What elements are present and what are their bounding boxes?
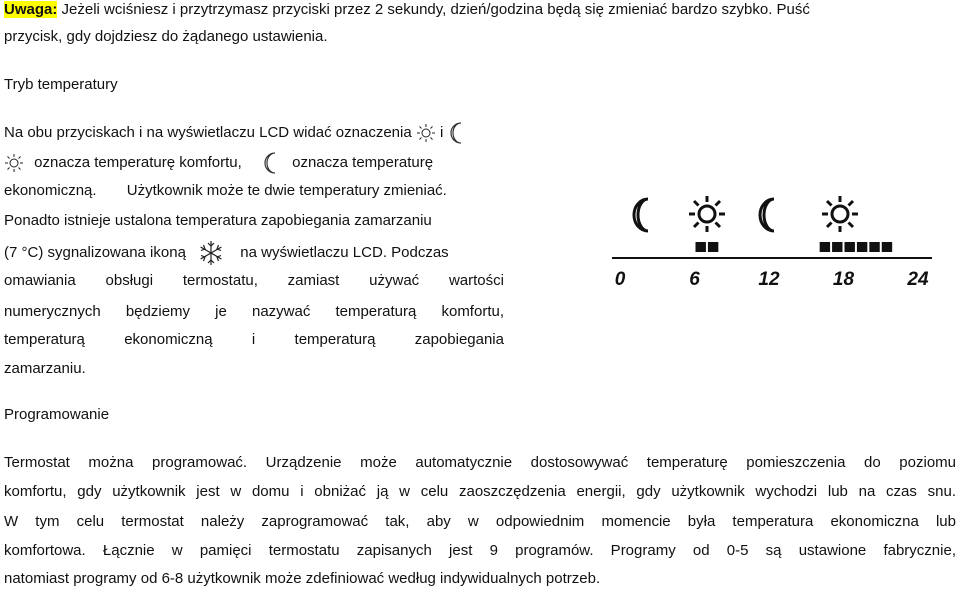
temp-text-1a: Na obu przyciskach i na wyświetlaczu LCD widać oznaczenia	[4, 123, 412, 141]
comfort-block	[708, 242, 718, 252]
temp-line-1	[4, 121, 464, 145]
warning-text-1: Jeżeli wciśniesz i przytrzymasz przyciski przez 2 sekundy, dzień/godzina będą się zmieniać bardzo szybko. Puść	[57, 1, 810, 18]
comfort-block	[696, 242, 706, 252]
temp-line-4: Ponadto istnieje ustalona temperatura zapobiegania zamarzaniu	[4, 212, 432, 229]
program-line-5: natomiast programy od 6-8 użytkownik może zdefiniować według indywidualnych potrzeb.	[4, 570, 601, 587]
schedule-diagram-svg	[612, 188, 932, 298]
comfort-block	[820, 242, 830, 252]
moon-icon	[448, 121, 464, 145]
warning-line-1	[4, 0, 810, 20]
snowflake-icon	[198, 240, 224, 266]
comfort-block	[857, 242, 867, 252]
sun-icon	[689, 196, 725, 232]
moon-icon	[262, 151, 278, 175]
temp-text-5b: na wyświetlaczu LCD. Podczas	[240, 243, 449, 261]
temp-text-1b: i	[440, 123, 444, 141]
temp-text-2b: oznacza temperaturę	[292, 153, 434, 171]
comfort-block	[845, 242, 855, 252]
temp-line-7: numerycznych będziemy je nazywać temperaturą komfortu,	[4, 303, 504, 320]
comfort-block	[869, 242, 879, 252]
program-line-1: Termostat można programować. Urządzenie może automatycznie dostosowywać temperaturę pomieszczenia do poziomu	[4, 454, 956, 471]
section-heading-temperature: Tryb temperatury	[4, 76, 118, 93]
comfort-block	[832, 242, 842, 252]
sun-icon	[4, 153, 24, 173]
sun-icon	[822, 196, 858, 232]
temp-line-8: temperaturą ekonomiczną i temperaturą zapobiegania	[4, 331, 504, 348]
temp-text-5a: (7 °C) sygnalizowana ikoną	[4, 243, 186, 261]
moon-icon	[760, 199, 774, 231]
axis-label: 12	[758, 269, 780, 290]
moon-icon	[634, 199, 648, 231]
warning-line-2: przycisk, gdy dojdziesz do żądanego ustawienia.	[4, 28, 328, 45]
temp-line-6: omawiania obsługi termostatu, zamiast używać wartości	[4, 272, 504, 289]
temp-line-3	[4, 181, 447, 201]
axis-label: 0	[614, 269, 626, 290]
temp-line-5	[4, 240, 449, 266]
program-line-3: W tym celu termostat należy zaprogramować tak, aby w odpowiednim momencie była temperatura ekonomiczna lub	[4, 513, 956, 530]
axis-label: 24	[907, 269, 929, 290]
program-line-4: komfortowa. Łącznie w pamięci termostatu zapisanych jest 9 programów. Programy od 0-5 są ustawione fabrycznie,	[4, 542, 956, 559]
temp-text-2a: oznacza temperaturę komfortu,	[34, 153, 242, 171]
schedule-diagram	[612, 188, 932, 298]
axis-label: 6	[689, 269, 700, 290]
temp-line-9: zamarzaniu.	[4, 360, 86, 377]
section-heading-programming: Programowanie	[4, 406, 110, 423]
sun-icon	[416, 123, 436, 143]
temp-line-2	[4, 151, 433, 175]
axis-label: 18	[832, 269, 855, 290]
temp-text-3b: Użytkownik może te dwie temperatury zmieniać.	[126, 182, 447, 199]
warning-label: Uwaga:	[4, 1, 58, 18]
program-line-2: komfortu, gdy użytkownik jest w domu i obniżać ją w celu zaoszczędzenia energii, gdy użytkownik wychodzi lub na czas snu.	[4, 483, 956, 500]
comfort-block	[882, 242, 892, 252]
axis-labels	[615, 269, 929, 290]
comfort-blocks	[696, 242, 893, 252]
temp-text-3a: ekonomiczną.	[4, 182, 97, 199]
